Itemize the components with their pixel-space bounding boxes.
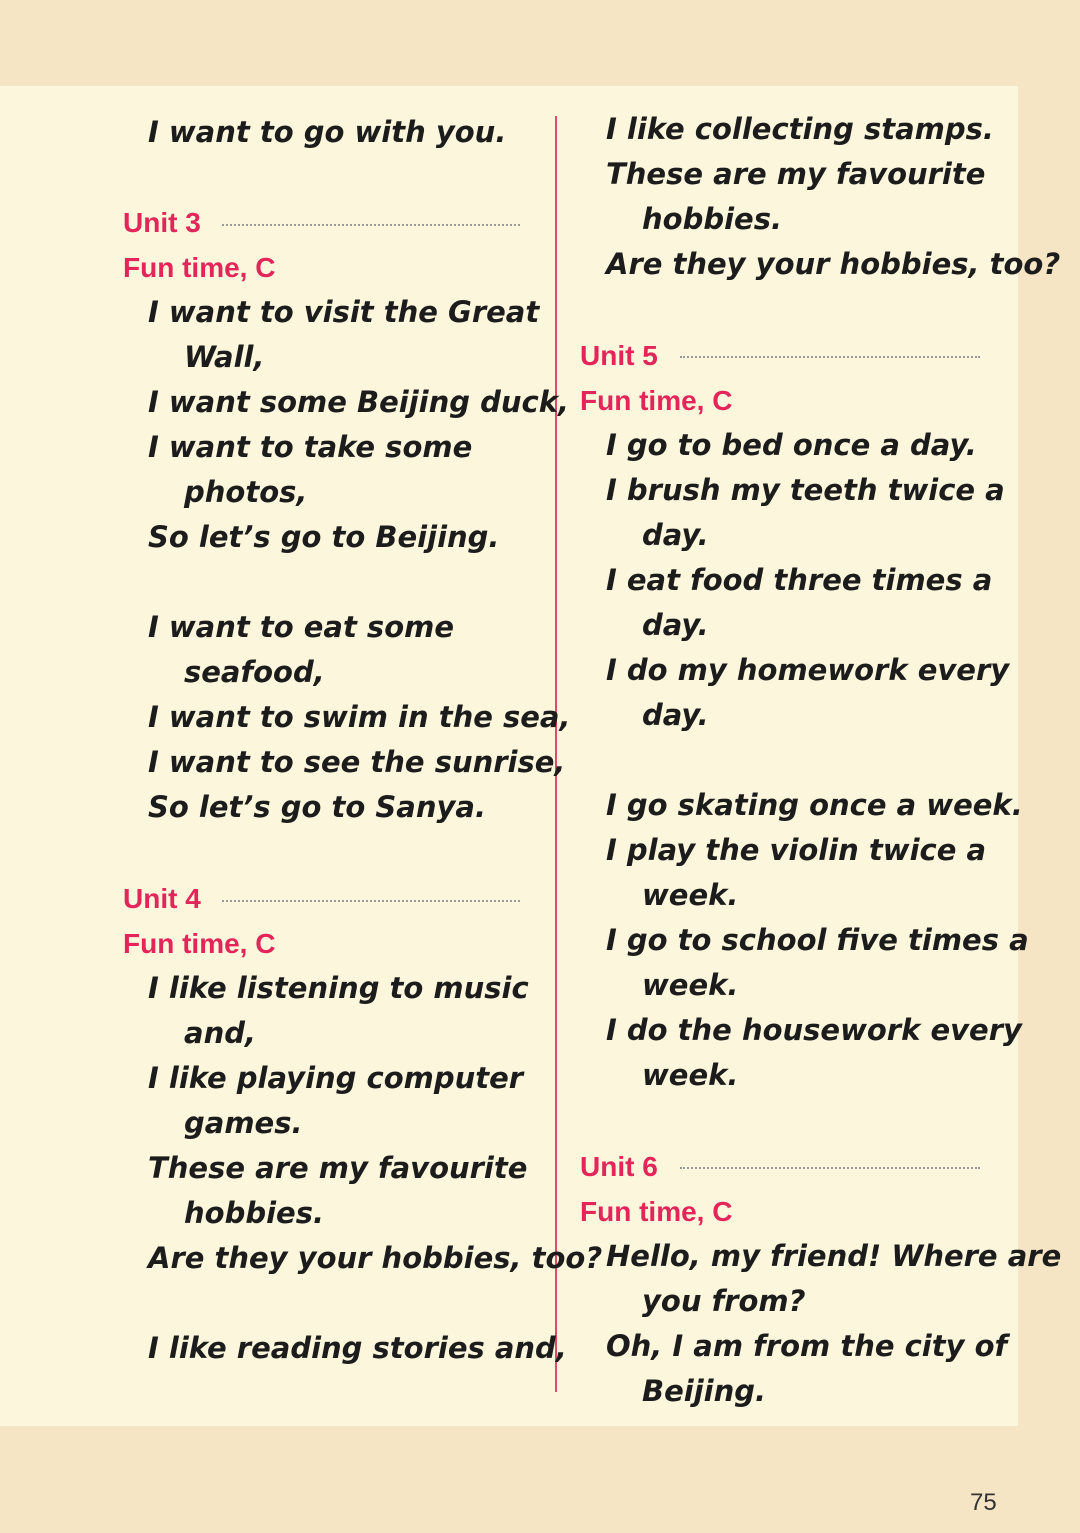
unit-4-line: These are my favourite [148, 1151, 528, 1185]
unit-3-line: I want to swim in the sea, [148, 700, 571, 734]
unit-6-line: Beijing. [642, 1374, 767, 1408]
unit-5-line: I go to school five times a [606, 923, 1029, 957]
unit-3-line: So let’s go to Beijing. [148, 520, 500, 554]
unit-5-subheading: Fun time, C [580, 385, 733, 416]
unit-3-line: I want to see the sunrise, [148, 745, 566, 779]
unit-3-dotted-rule [222, 224, 520, 226]
unit-4-line: hobbies. [184, 1196, 324, 1230]
unit-5-line: day. [642, 518, 709, 552]
unit-5-line: I brush my teeth twice a [606, 473, 1005, 507]
unit-6-heading: Unit 6 [580, 1151, 658, 1182]
page-number: 75 [970, 1489, 997, 1516]
intro-line: Are they your hobbies, too? [606, 247, 1061, 281]
unit-4-subheading: Fun time, C [123, 928, 276, 959]
unit-3-heading: Unit 3 [123, 207, 201, 238]
unit-5-line: week. [642, 878, 739, 912]
unit-5-line: day. [642, 698, 709, 732]
unit-3-subheading: Fun time, C [123, 252, 276, 283]
intro-line: I like collecting stamps. [606, 112, 994, 146]
unit-3-line: I want to visit the Great [148, 295, 540, 329]
unit-4-line: Are they your hobbies, too? [148, 1241, 603, 1275]
unit-5-line: I do my homework every [606, 653, 1010, 687]
unit-6-line: Hello, my friend! Where are [606, 1239, 1062, 1273]
unit-3-line: Wall, [184, 340, 265, 374]
unit-4-dotted-rule [222, 900, 520, 902]
unit-5-line: I eat food three times a [606, 563, 993, 597]
unit-5-line: day. [642, 608, 709, 642]
unit-5-line: I go to bed once a day. [606, 428, 977, 462]
unit-5-line: I play the violin twice a [606, 833, 987, 867]
unit-3-line: photos, [184, 475, 308, 509]
unit-5-line: I do the housework every [606, 1013, 1022, 1047]
unit-6-line: you from? [642, 1284, 806, 1318]
unit-5-line: week. [642, 1058, 739, 1092]
unit-4-line: and, [184, 1016, 256, 1050]
unit-4-line: games. [184, 1106, 303, 1140]
unit-5-dotted-rule [680, 356, 980, 358]
unit-3-line: I want to eat some [148, 610, 455, 644]
unit-3-line: I want some Beijing duck, [148, 385, 570, 419]
unit-6-subheading: Fun time, C [580, 1196, 733, 1227]
intro-line: I want to go with you. [148, 115, 507, 149]
unit-6-dotted-rule [680, 1167, 980, 1169]
unit-4-line: I like playing computer [148, 1061, 524, 1095]
intro-line: hobbies. [642, 202, 782, 236]
unit-5-line: I go skating once a week. [606, 788, 1023, 822]
unit-5-heading: Unit 5 [580, 340, 658, 371]
unit-4-line: I like reading stories and, [148, 1331, 567, 1365]
unit-6-line: Oh, I am from the city of [606, 1329, 1008, 1363]
unit-4-line: I like listening to music [148, 971, 529, 1005]
unit-3-line: I want to take some [148, 430, 473, 464]
unit-3-line: So let’s go to Sanya. [148, 790, 487, 824]
unit-4-heading: Unit 4 [123, 883, 201, 914]
intro-line: These are my favourite [606, 157, 986, 191]
unit-3-line: seafood, [184, 655, 325, 689]
unit-5-line: week. [642, 968, 739, 1002]
